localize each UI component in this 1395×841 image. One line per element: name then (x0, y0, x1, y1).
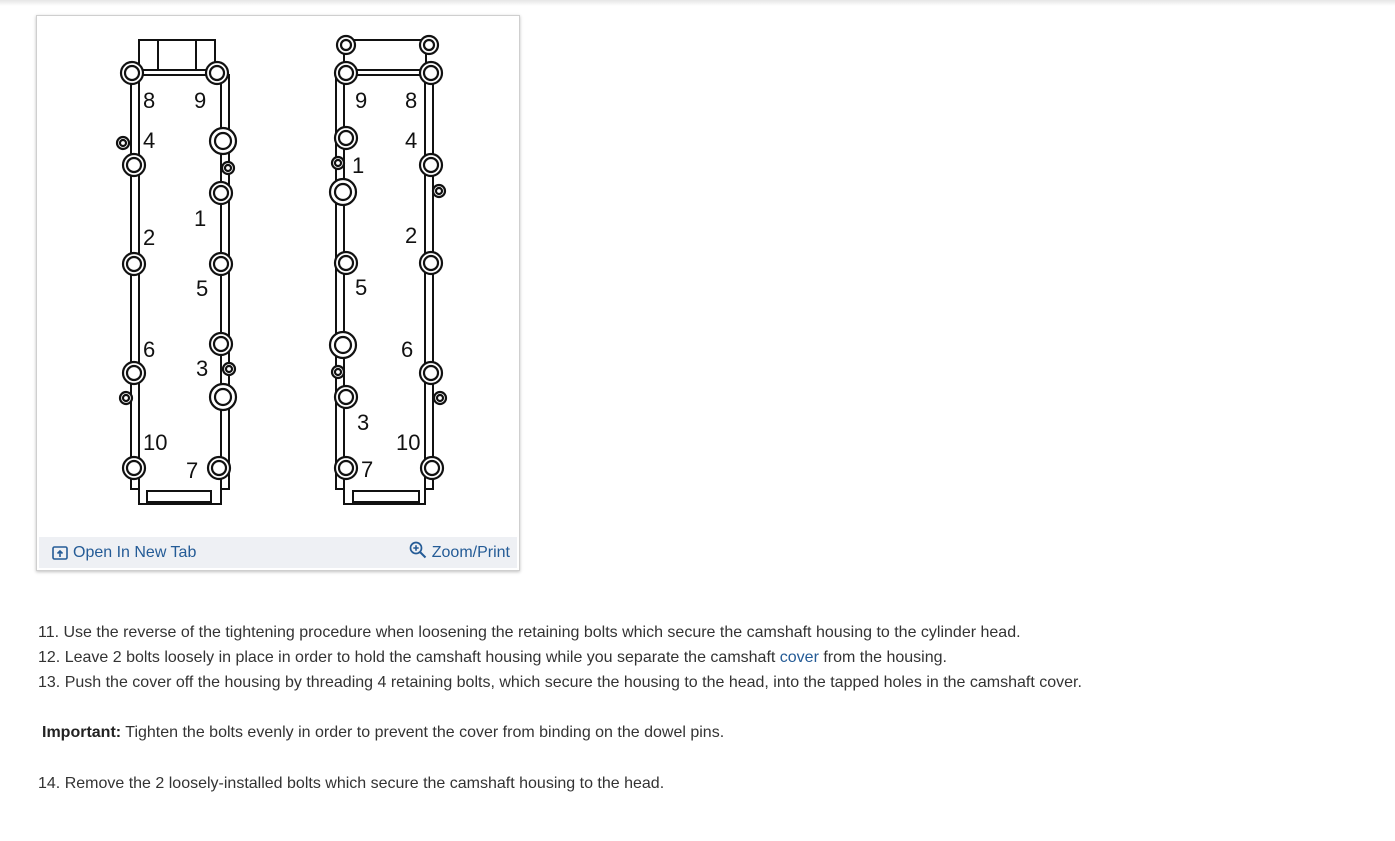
right-bolt-number: 10 (396, 430, 421, 455)
left-bolt-number: 7 (186, 458, 199, 483)
right-bolt-number: 7 (361, 457, 374, 482)
zoom-print-label: Zoom/Print (431, 544, 510, 561)
open-in-new-tab-link[interactable] (52, 544, 196, 562)
important-label: Important: (42, 724, 122, 741)
right-bolt-number: 2 (405, 223, 418, 248)
zoom-print-link[interactable] (409, 544, 510, 562)
right-bolt-number: 4 (405, 128, 418, 153)
left-bolt-number: 2 (143, 225, 156, 250)
right-bolt-number: 3 (357, 410, 370, 435)
left-bolt-number: 6 (143, 337, 156, 362)
left-bolt-number: 4 (143, 128, 156, 153)
open-in-new-tab-label: Open In New Tab (73, 544, 197, 561)
right-bolt-number: 8 (405, 88, 418, 113)
zoom-in-icon (409, 541, 427, 559)
left-bolt-number: 10 (143, 430, 168, 455)
step-11: 11. Use the reverse of the tightening procedure when loosening the retaining bolts which secure the camshaft housing to the cylinder head. (38, 624, 1021, 641)
step-12-text-after: from the housing. (818, 649, 947, 666)
bolt-sequence-diagram[interactable] (39, 18, 517, 538)
figure-card (36, 15, 520, 571)
left-bolt-number: 8 (143, 88, 156, 113)
left-bolt-number: 1 (194, 206, 207, 231)
step-12-text-before: 12. Leave 2 bolts loosely in place in order to hold the camshaft housing while you separate the camshaft (38, 649, 780, 666)
step-14: 14. Remove the 2 loosely-installed bolts which secure the camshaft housing to the head. (38, 775, 665, 792)
right-bolt-number: 9 (355, 88, 368, 113)
procedure-steps (38, 620, 1082, 695)
left-bolt-number: 3 (196, 356, 209, 381)
diagram-svg (39, 18, 517, 538)
right-bolt-number: 1 (352, 153, 365, 178)
important-text: Tighten the bolts evenly in order to prevent the cover from binding on the dowel pins. (121, 724, 725, 741)
top-shadow (0, 0, 1395, 6)
figure-footer (39, 537, 517, 568)
step-12 (38, 645, 1082, 670)
step-13: 13. Push the cover off the housing by threading 4 retaining bolts, which secure the housing to the head, into the tapped holes in the camshaft cover. (38, 674, 1082, 691)
open-new-tab-icon (52, 546, 68, 560)
right-bolt-number: 5 (355, 275, 368, 300)
cover-link[interactable]: cover (779, 649, 819, 666)
right-bolt-number: 6 (401, 337, 414, 362)
left-bolt-number: 9 (194, 88, 207, 113)
left-bolt-number: 5 (196, 276, 209, 301)
important-note (42, 720, 724, 745)
